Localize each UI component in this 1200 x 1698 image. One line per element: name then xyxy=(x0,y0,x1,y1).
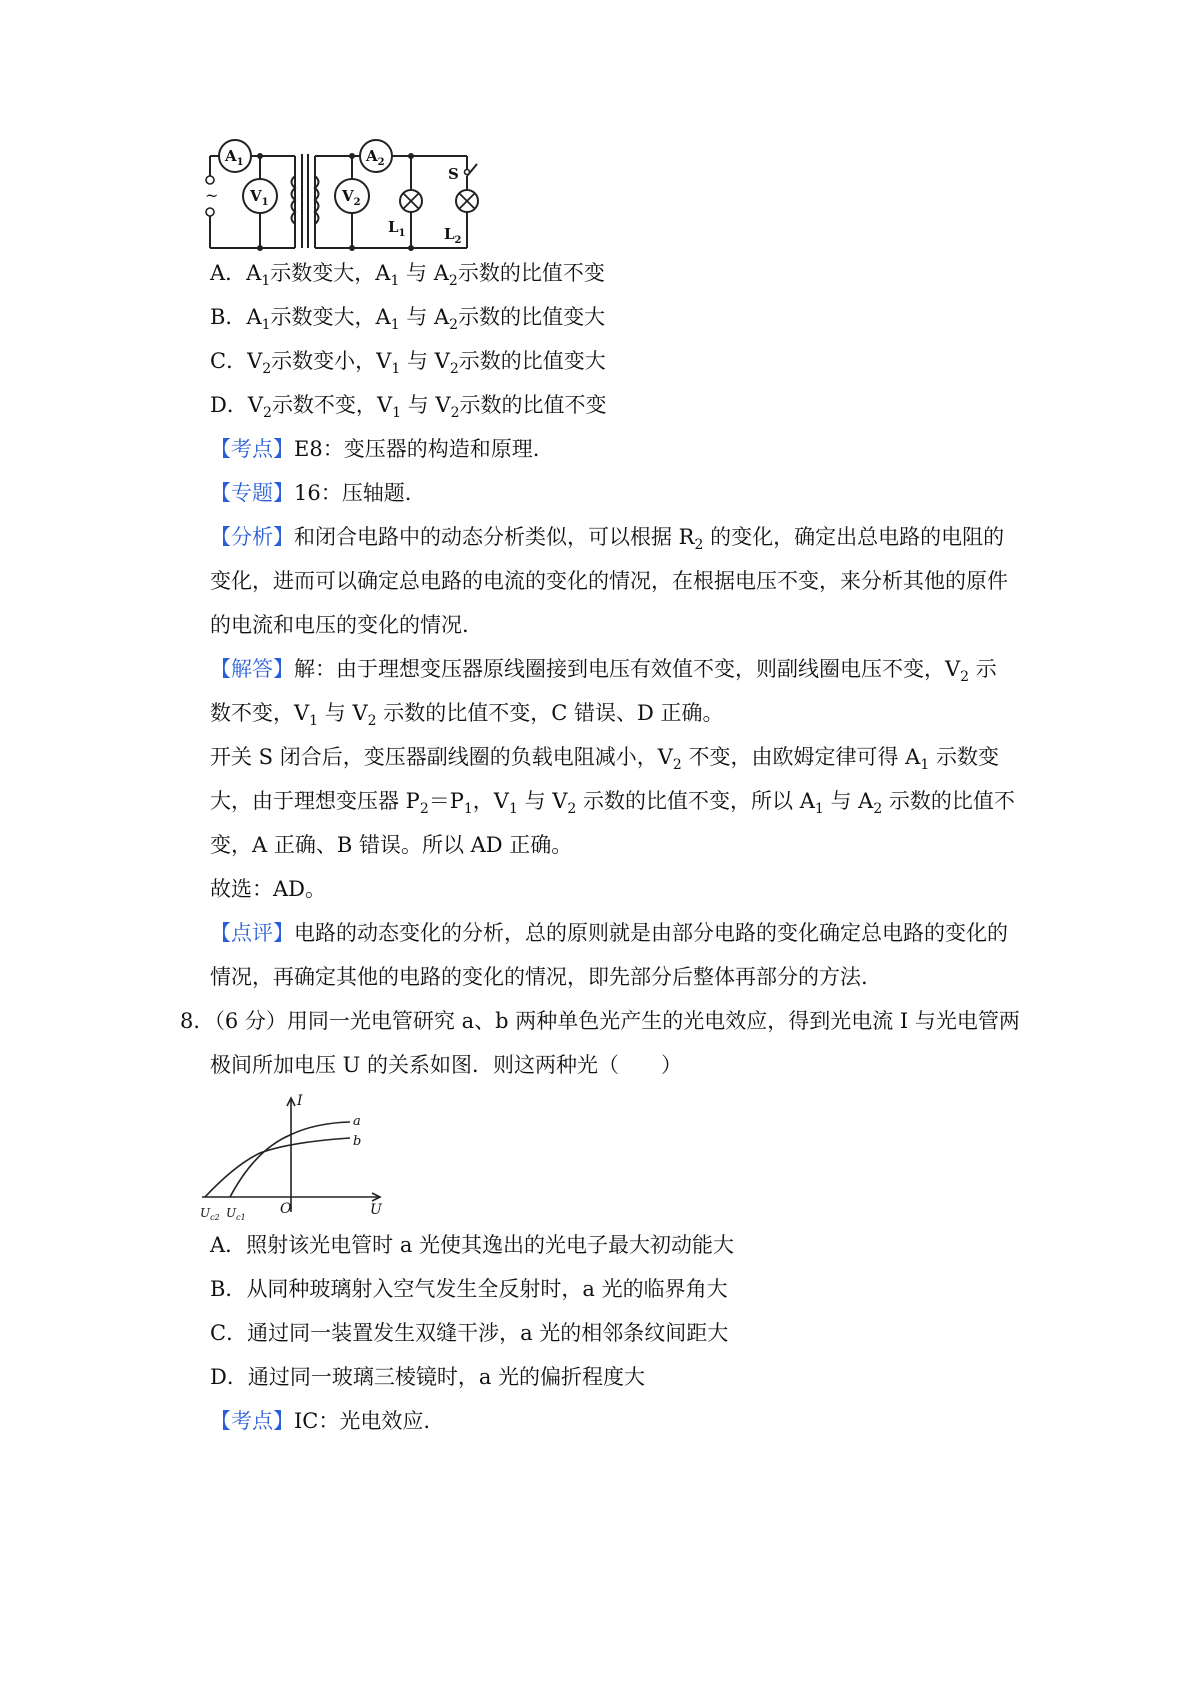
curve-a-label: a xyxy=(353,1114,361,1129)
q8-stem-line2: 极间所加电压 U 的关系如图．则这两种光（ ） xyxy=(210,1053,683,1077)
y-axis-label: I xyxy=(297,1093,303,1109)
q7-fenxi-line2: 变化，进而可以确定总电路的电流的变化的情况，在根据电压不变，来分析其他的原件 xyxy=(210,569,1008,593)
q8-option-a: A．照射该光电管时 a 光使其逸出的光电子最大初动能大 xyxy=(210,1233,735,1257)
zhuanti-tag: 【专题】 xyxy=(210,481,294,505)
q7-zhuanti: 【专题】16：压轴题. xyxy=(210,481,412,505)
dianping-tag: 【点评】 xyxy=(210,921,294,945)
q7-fenxi-line3: 的电流和电压的变化的情况. xyxy=(210,613,469,637)
curve-b-label: b xyxy=(353,1134,362,1149)
q7-option-c: C．$V_2$示数变小，$V_1$ 与 $V_2$示数的比值变大 xyxy=(210,349,606,377)
q7-kaodian: 【考点】E8：变压器的构造和原理. xyxy=(210,437,540,461)
fenxi-tag: 【分析】 xyxy=(210,525,294,549)
lamp-l1-label: $L_1$ xyxy=(388,218,406,239)
voltmeter-v2-label: $V_2$ xyxy=(342,187,361,208)
lamp-l2-label: $L_2$ xyxy=(444,225,462,246)
x-axis-label: U xyxy=(370,1202,382,1218)
curve-b xyxy=(205,1138,350,1197)
q7-option-b: B．$A_1$示数变大，$A_1$ 与 $A_2$示数的比值变大 xyxy=(210,305,606,333)
q7-option-d: D．$V_2$示数不变，$V_1$ 与 $V_2$示数的比值不变 xyxy=(210,393,607,421)
q8-stem-line1: 8．（6 分）用同一光电管研究 a、b 两种单色光产生的光电效应，得到光电流 I 与光电管两 xyxy=(180,1009,1020,1033)
q7-dianping-line1: 【点评】电路的动态变化的分析，总的原则就是由部分电路的变化确定总电路的变化的 xyxy=(210,921,1008,945)
q8-option-b: B．从同种玻璃射入空气发生全反射时，a 光的临界角大 xyxy=(210,1277,728,1301)
q7-option-a: A．$A_1$示数变大，$A_1$ 与 $A_2$示数的比值不变 xyxy=(210,261,605,289)
ammeter-a1-label: $A_1$ xyxy=(225,147,244,168)
photoelectric-iu-graph xyxy=(200,1090,400,1230)
q8-kaodian: 【考点】IC：光电效应. xyxy=(210,1409,431,1433)
ammeter-a2-label: $A_2$ xyxy=(366,147,385,168)
jieda-tag: 【解答】 xyxy=(210,657,294,681)
q7-jieda-line2: 数不变，$V_1$ 与 $V_2$ 示数的比值不变，C 错误、D 正确。 xyxy=(210,701,724,729)
q7-jieda-line6: 故选：AD。 xyxy=(210,877,327,901)
transformer-circuit-figure xyxy=(205,136,495,272)
q7-jieda-line5: 变，A 正确、B 错误。所以 AD 正确。 xyxy=(210,833,573,857)
kaodian-tag: 【考点】 xyxy=(210,437,294,461)
q7-jieda-line3: 开关 S 闭合后，变压器副线圈的负载电阻减小，$V_2$ 不变，由欧姆定律可得 $A_1$ 示数变 xyxy=(210,745,999,773)
origin-label: O xyxy=(280,1201,292,1217)
switch-s-label: S xyxy=(448,165,459,183)
q8-option-d: D．通过同一玻璃三棱镜时，a 光的偏折程度大 xyxy=(210,1365,646,1389)
voltmeter-v1-label: $V_1$ xyxy=(250,187,269,208)
uc2-label: $U_{c2}$ xyxy=(200,1206,220,1222)
q7-dianping-line2: 情况，再确定其他的电路的变化的情况，即先部分后整体再部分的方法. xyxy=(210,965,868,989)
kaodian-tag: 【考点】 xyxy=(210,1409,294,1433)
q7-fenxi-line1: 【分析】和闭合电路中的动态分析类似，可以根据 $R_2$ 的变化，确定出总电路的电阻的 xyxy=(210,525,1005,553)
q7-jieda-line4: 大，由于理想变压器 $P_2=P_1$，$V_1$ 与 $V_2$ 示数的比值不变，所以 $A_1$ 与 $A_2$ 示数的比值不 xyxy=(210,789,1015,817)
ac-source-symbol: ~ xyxy=(205,186,219,205)
q7-jieda-line1: 【解答】解：由于理想变压器原线圈接到电压有效值不变，则副线圈电压不变，$V_2$ 示 xyxy=(210,657,997,685)
q8-option-c: C．通过同一装置发生双缝干涉，a 光的相邻条纹间距大 xyxy=(210,1321,729,1345)
uc1-label: $U_{c1}$ xyxy=(226,1206,246,1222)
